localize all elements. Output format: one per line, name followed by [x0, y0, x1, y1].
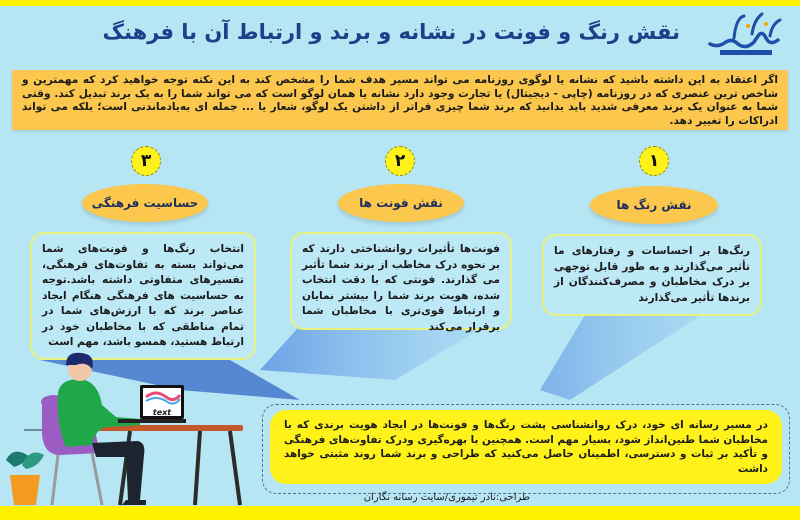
design-credit: طراحی:نادر تیموری/سایت رسانه نگاران — [363, 492, 530, 503]
site-logo — [704, 8, 786, 60]
section-1-number-badge: ۱ — [639, 146, 669, 176]
section-1-title: نقش رنگ ها — [590, 186, 718, 224]
section-3-text: انتخاب رنگ‌ها و فونت‌های شما می‌تواند بسته به تفاوت‌های فرهنگی، تفسیرهای متفاوتی داشته باشد.توجه به حساسیت های فرهنگی هنگام ایجاد عناصر برند که با ارزش‌های شما در تمام مناطقی که با مخاطبان خود در ارتباط هستید، همسو باشد، مهم است — [42, 243, 244, 348]
page-title: نقش رنگ و فونت در نشانه و برند و ارتباط آن با فرهنگ — [102, 20, 680, 44]
laptop-screen-label: text — [152, 408, 172, 417]
intro-paragraph: اگر اعتقاد به این داشته باشید که نشانه یا لوگوی روزنامه می تواند مسیر هدف شما را مشخص کند به این نکته توجه خواهید کرد که مهمترین و شاخص ترین عنصری که در روزنامه (چاپی - دیجیتال) یا تجارت وجود دارد نشانه یا همان لوگو است که می تواند شما را به یک برند تبدیل کند. وقتی شما به عنوان یک برند معرفی شدید باید بدانید که برند شما چیزی فراتر از داشتن یک لوگو، شعار یا ... جمله ای به‌یادماندنی است؛ بلکه می تواند ادراکات را تغییر دهد. — [12, 70, 788, 130]
section-1-text: رنگ‌ها بر احساسات و رفتارهای ما تأثیر می‌گذارند و به طور قابل توجهی بر درک مخاطبان و مصرف‌کنندگان از برندها تأثیر می‌گذارند — [554, 245, 750, 304]
section-2-card — [290, 232, 512, 333]
section-2-number-badge: ۲ — [385, 146, 415, 176]
plant-pot — [10, 475, 40, 505]
conclusion-text: در مسیر رسانه ای خود، درک روانشناسی پشت رنگ‌ها و فونت‌ها در ایجاد هویت برندی که با مخاطبان شما طنین‌انداز شود، بسیار مهم است. همچنین با بهره‌گیری ودرک تفاوت‌های فرهنگی و تأکید بر ثبات و دسترسی، اطمینان حاصل می‌کنید که طراحی و برند شما روند مثبتی خواهد داشت — [284, 419, 768, 475]
conclusion-box — [270, 410, 782, 484]
bottom-accent-strip — [0, 506, 800, 520]
logo-calligraphy-icon — [704, 8, 786, 60]
section-2-title: نقش فونت ها — [338, 184, 464, 222]
header — [0, 6, 800, 64]
section-3-title: حساسیت فرهنگی — [82, 184, 208, 222]
section-3-number-badge: ۳ — [131, 146, 161, 176]
section-2-text: فونت‌ها تأثیرات روانشناختی دارند که بر نحوه درک مخاطب از برند شما تأثیر می گذارند. فونتی که با دقت انتخاب شده، هویت برند شما را بیشتر نمایان و ارتباط قوی‌تری با مخاطبان شما برقرار می‌کند — [302, 243, 500, 333]
section-1-card — [542, 234, 762, 316]
person-at-laptop-illustration — [0, 335, 270, 510]
